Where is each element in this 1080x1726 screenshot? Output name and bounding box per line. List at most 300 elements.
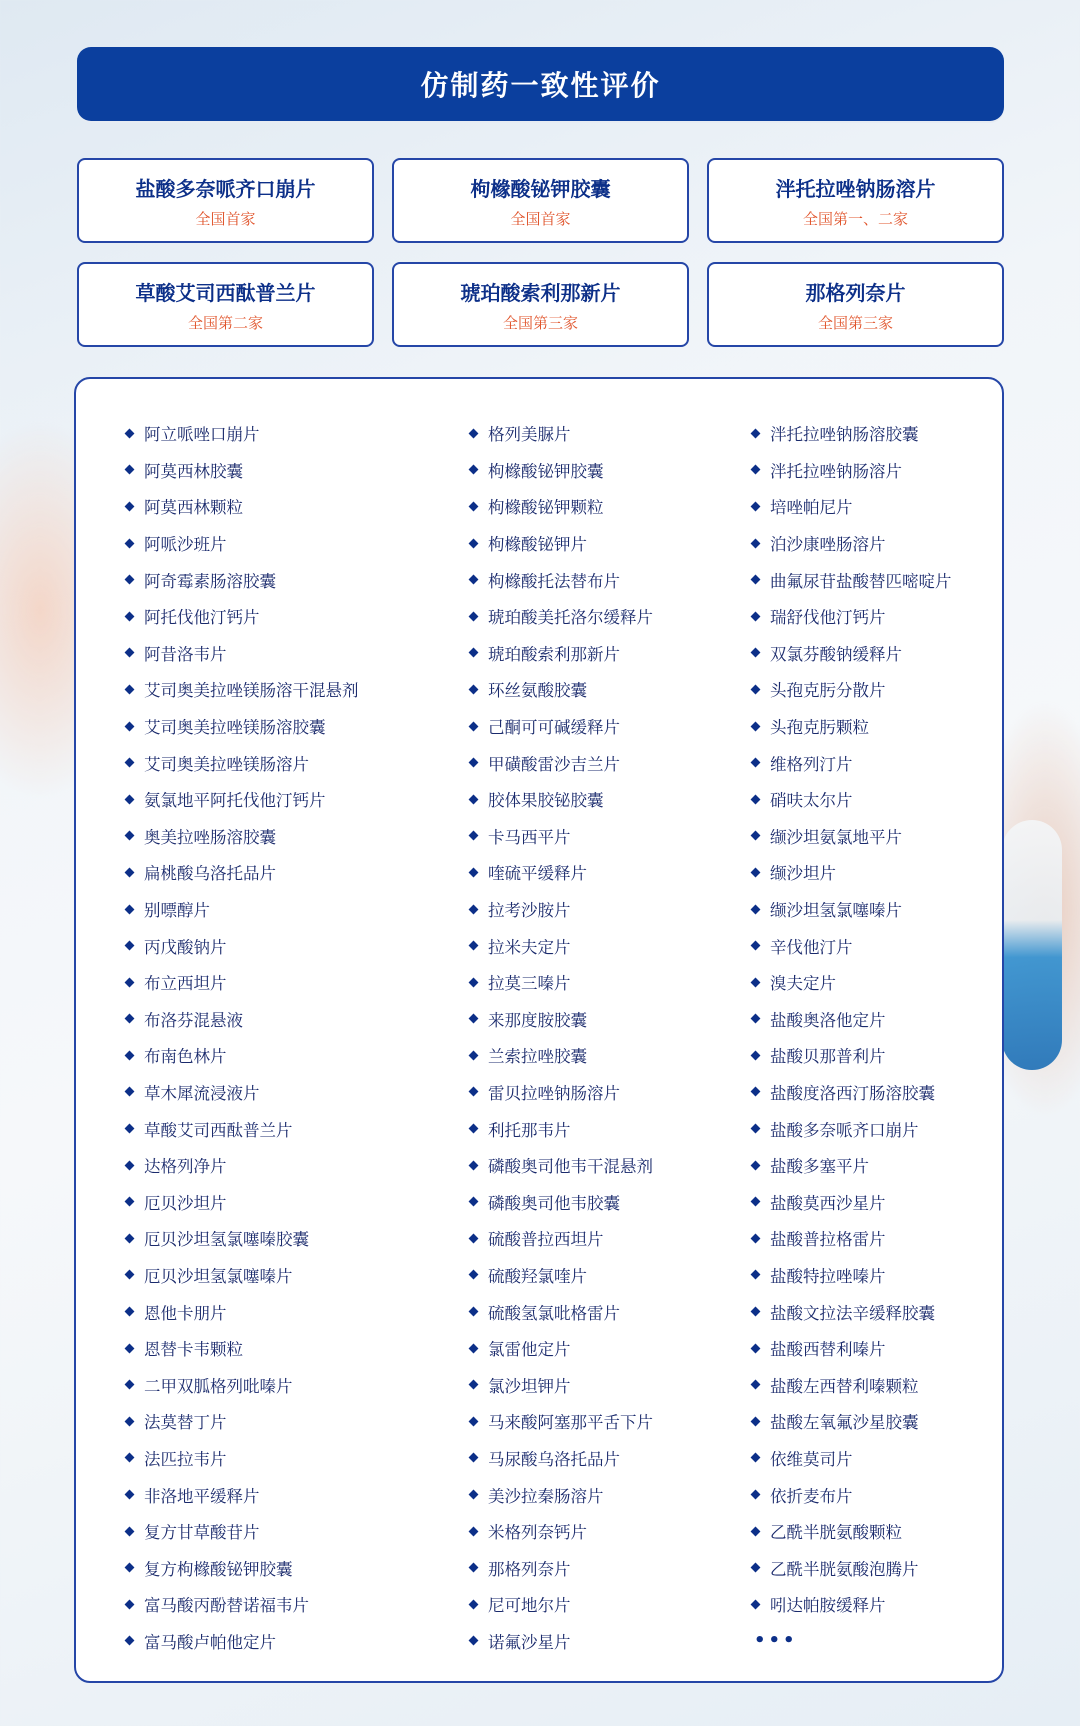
list-item [470, 744, 653, 781]
diamond-bullet-icon [469, 1453, 479, 1463]
drug-name: 盐酸莫西沙星片 [770, 1193, 886, 1213]
list-item [752, 1147, 952, 1184]
list-item [752, 1037, 952, 1074]
diamond-bullet-icon [469, 1636, 479, 1646]
diamond-bullet-icon [125, 1380, 135, 1390]
diamond-bullet-icon [751, 1014, 761, 1024]
drug-name: 阿奇霉素肠溶胶囊 [144, 571, 276, 591]
drug-name: 兰索拉唑胶囊 [488, 1047, 587, 1067]
list-item [470, 891, 653, 928]
drug-name: 硫酸普拉西坦片 [488, 1230, 604, 1250]
list-item [752, 1183, 952, 1220]
drug-name: 草酸艾司西酞普兰片 [144, 1120, 293, 1140]
drug-name: 辛伐他汀片 [770, 937, 853, 957]
diamond-bullet-icon [125, 575, 135, 585]
drug-name: 泮托拉唑钠肠溶胶囊 [770, 425, 919, 445]
diamond-bullet-icon [469, 1307, 479, 1317]
list-item [126, 525, 359, 562]
list-item [126, 1586, 359, 1623]
drug-name: 阿莫西林颗粒 [144, 498, 243, 518]
diamond-bullet-icon [469, 1014, 479, 1024]
drug-name: 盐酸特拉唑嗪片 [770, 1266, 886, 1286]
list-item [752, 1549, 952, 1586]
list-item [470, 964, 653, 1001]
diamond-bullet-icon [469, 1197, 479, 1207]
drug-name: 枸橼酸铋钾胶囊 [488, 461, 604, 481]
list-item [470, 1220, 653, 1257]
diamond-bullet-icon [751, 428, 761, 438]
featured-card-rank: 全国首家 [195, 209, 256, 228]
list-item [752, 561, 952, 598]
drug-name: 阿昔洛韦片 [144, 644, 227, 664]
list-item [126, 1147, 359, 1184]
drug-name: 吲达帕胺缓释片 [770, 1596, 886, 1616]
drug-name: 米格列奈钙片 [488, 1523, 587, 1543]
drug-name: 阿哌沙班片 [144, 535, 227, 555]
page-title: 仿制药一致性评价 [420, 69, 661, 102]
diamond-bullet-icon [125, 611, 135, 621]
diamond-bullet-icon [469, 1160, 479, 1170]
list-item [752, 598, 952, 635]
diamond-bullet-icon [469, 794, 479, 804]
list-item [470, 1183, 653, 1220]
list-item [470, 1586, 653, 1623]
drug-name: 阿托伐他汀钙片 [144, 608, 260, 628]
diamond-bullet-icon [751, 1050, 761, 1060]
list-item [470, 1440, 653, 1477]
drug-name: 美沙拉秦肠溶片 [488, 1486, 604, 1506]
featured-card [707, 262, 1004, 347]
drug-name: 琥珀酸美托洛尔缓释片 [488, 608, 653, 628]
diamond-bullet-icon [469, 502, 479, 512]
drug-name: 格列美脲片 [488, 425, 571, 445]
drug-name: 瑞舒伐他汀钙片 [770, 608, 886, 628]
diamond-bullet-icon [469, 428, 479, 438]
drug-name: 磷酸奥司他韦胶囊 [488, 1193, 620, 1213]
drug-name: 恩他卡朋片 [144, 1303, 227, 1323]
list-item [126, 635, 359, 672]
drug-name: 乙酰半胱氨酸泡腾片 [770, 1559, 919, 1579]
drug-name: 法莫替丁片 [144, 1413, 227, 1433]
drug-name: 氯雷他定片 [488, 1340, 571, 1360]
diamond-bullet-icon [469, 941, 479, 951]
list-item [752, 635, 952, 672]
drug-name: 达格列净片 [144, 1157, 227, 1177]
list-item [126, 891, 359, 928]
drug-name: 氯沙坦钾片 [488, 1376, 571, 1396]
list-item [470, 671, 653, 708]
list-item [126, 1476, 359, 1513]
diamond-bullet-icon [469, 867, 479, 877]
drug-name: 琥珀酸索利那新片 [488, 644, 620, 664]
list-item [752, 1220, 952, 1257]
list-item [126, 1183, 359, 1220]
drug-name: 盐酸普拉格雷片 [770, 1230, 886, 1250]
diamond-bullet-icon [469, 465, 479, 475]
title-banner [77, 47, 1004, 121]
list-item [752, 964, 952, 1001]
diamond-bullet-icon [469, 1599, 479, 1609]
diamond-bullet-icon [751, 1160, 761, 1170]
list-item [752, 1110, 952, 1147]
list-item-more [752, 1623, 952, 1660]
list-item [470, 415, 653, 452]
diamond-bullet-icon [125, 1050, 135, 1060]
diamond-bullet-icon [751, 1380, 761, 1390]
diamond-bullet-icon [751, 611, 761, 621]
diamond-bullet-icon [125, 1636, 135, 1646]
diamond-bullet-icon [125, 1526, 135, 1536]
list-item [752, 1074, 952, 1111]
drug-name: 艾司奥美拉唑镁肠溶胶囊 [144, 718, 326, 738]
drug-name: 培唑帕尼片 [770, 498, 853, 518]
drug-name: 泮托拉唑钠肠溶片 [770, 461, 902, 481]
featured-card-rank: 全国首家 [510, 209, 571, 228]
list-item [470, 1037, 653, 1074]
list-item [752, 452, 952, 489]
drug-name: 盐酸多塞平片 [770, 1157, 869, 1177]
list-item [470, 1513, 653, 1550]
drug-name: 阿莫西林胶囊 [144, 461, 243, 481]
drug-name: 缬沙坦氨氯地平片 [770, 827, 902, 847]
list-item [470, 1549, 653, 1586]
drug-name: 双氯芬酸钠缓释片 [770, 644, 902, 664]
diamond-bullet-icon [125, 1490, 135, 1500]
diamond-bullet-icon [751, 977, 761, 987]
drug-name: 依折麦布片 [770, 1486, 853, 1506]
list-item [752, 781, 952, 818]
diamond-bullet-icon [751, 1343, 761, 1353]
diamond-bullet-icon [125, 1563, 135, 1573]
drug-name: 氨氯地平阿托伐他汀钙片 [144, 791, 326, 811]
diamond-bullet-icon [751, 538, 761, 548]
diamond-bullet-icon [125, 1307, 135, 1317]
diamond-bullet-icon [751, 1563, 761, 1573]
list-item [752, 854, 952, 891]
diamond-bullet-icon [469, 758, 479, 768]
drug-name: 环丝氨酸胶囊 [488, 681, 587, 701]
diamond-bullet-icon [751, 1197, 761, 1207]
drug-name: 盐酸文拉法辛缓释胶囊 [770, 1303, 935, 1323]
drug-name: 非洛地平缓释片 [144, 1486, 260, 1506]
list-item [470, 854, 653, 891]
drug-name: 艾司奥美拉唑镁肠溶片 [144, 754, 309, 774]
diamond-bullet-icon [125, 1014, 135, 1024]
drug-name: 磷酸奥司他韦干混悬剂 [488, 1157, 653, 1177]
diamond-bullet-icon [125, 794, 135, 804]
diamond-bullet-icon [751, 794, 761, 804]
diamond-bullet-icon [469, 831, 479, 841]
diamond-bullet-icon [469, 1563, 479, 1573]
diamond-bullet-icon [125, 502, 135, 512]
drug-name: 扁桃酸乌洛托品片 [144, 864, 276, 884]
diamond-bullet-icon [751, 1307, 761, 1317]
list-item [752, 1440, 952, 1477]
drug-name: 头孢克肟分散片 [770, 681, 886, 701]
drug-name: 厄贝沙坦片 [144, 1193, 227, 1213]
diamond-bullet-icon [469, 977, 479, 987]
list-item [126, 1110, 359, 1147]
list-item [126, 1440, 359, 1477]
list-item [126, 415, 359, 452]
featured-card-rank: 全国第三家 [502, 313, 578, 332]
list-item [126, 1623, 359, 1660]
list-item [470, 1257, 653, 1294]
featured-card [77, 158, 374, 243]
list-item [752, 744, 952, 781]
diamond-bullet-icon [469, 575, 479, 585]
featured-card-name: 泮托拉唑钠肠溶片 [775, 176, 936, 201]
drug-name: 草木犀流浸液片 [144, 1083, 260, 1103]
diamond-bullet-icon [125, 685, 135, 695]
drug-name: 喹硫平缓释片 [488, 864, 587, 884]
list-item [126, 1074, 359, 1111]
diamond-bullet-icon [751, 941, 761, 951]
drug-name: 头孢克肟颗粒 [770, 718, 869, 738]
drug-name: 法匹拉韦片 [144, 1449, 227, 1469]
list-item [752, 1001, 952, 1038]
list-item [470, 1330, 653, 1367]
featured-card-name: 草酸艾司西酞普兰片 [135, 280, 316, 305]
drug-name: 诺氟沙星片 [488, 1632, 571, 1652]
drug-name: 那格列奈片 [488, 1559, 571, 1579]
featured-card-rank: 全国第一、二家 [802, 209, 908, 228]
featured-card [707, 158, 1004, 243]
list-item [470, 598, 653, 635]
diamond-bullet-icon [469, 721, 479, 731]
drug-name: 恩替卡韦颗粒 [144, 1340, 243, 1360]
list-item [752, 525, 952, 562]
diamond-bullet-icon [751, 831, 761, 841]
drug-name: 拉莫三嗪片 [488, 974, 571, 994]
drug-name: 曲氟尿苷盐酸替匹嘧啶片 [770, 571, 952, 591]
drug-name: 溴夫定片 [770, 974, 836, 994]
diamond-bullet-icon [125, 977, 135, 987]
list-item [752, 927, 952, 964]
list-item [126, 671, 359, 708]
drug-name: 厄贝沙坦氢氯噻嗪片 [144, 1266, 293, 1286]
diamond-bullet-icon [469, 1380, 479, 1390]
drug-name: 复方枸橼酸铋钾胶囊 [144, 1559, 293, 1579]
drug-name: 二甲双胍格列吡嗪片 [144, 1376, 293, 1396]
list-item [470, 708, 653, 745]
drug-name: 己酮可可碱缓释片 [488, 718, 620, 738]
list-item [470, 1476, 653, 1513]
list-item [126, 818, 359, 855]
list-item [470, 1110, 653, 1147]
diamond-bullet-icon [125, 1160, 135, 1170]
drug-list-column-3 [752, 415, 952, 1659]
list-item [470, 1403, 653, 1440]
diamond-bullet-icon [125, 1453, 135, 1463]
diamond-bullet-icon [125, 1343, 135, 1353]
diamond-bullet-icon [751, 648, 761, 658]
list-item [126, 1293, 359, 1330]
diamond-bullet-icon [125, 831, 135, 841]
list-item [126, 1513, 359, 1550]
drug-name: 盐酸西替利嗪片 [770, 1340, 886, 1360]
list-item [470, 635, 653, 672]
diamond-bullet-icon [751, 1599, 761, 1609]
drug-name: 马尿酸乌洛托品片 [488, 1449, 620, 1469]
list-item [752, 671, 952, 708]
list-item [470, 1366, 653, 1403]
diamond-bullet-icon [125, 904, 135, 914]
list-item [752, 708, 952, 745]
drug-name: 富马酸丙酚替诺福韦片 [144, 1596, 309, 1616]
drug-name: 甲磺酸雷沙吉兰片 [488, 754, 620, 774]
diamond-bullet-icon [125, 1599, 135, 1609]
list-item [470, 1001, 653, 1038]
drug-name: 拉米夫定片 [488, 937, 571, 957]
diamond-bullet-icon [751, 575, 761, 585]
drug-name: 利托那韦片 [488, 1120, 571, 1140]
list-item [126, 964, 359, 1001]
drug-name: 布洛芬混悬液 [144, 1010, 243, 1030]
diamond-bullet-icon [469, 538, 479, 548]
diamond-bullet-icon [751, 758, 761, 768]
diamond-bullet-icon [751, 904, 761, 914]
list-item [126, 1330, 359, 1367]
drug-name: 富马酸卢帕他定片 [144, 1632, 276, 1652]
list-item [126, 708, 359, 745]
drug-name: 布立西坦片 [144, 974, 227, 994]
list-item [126, 854, 359, 891]
drug-name: 维格列汀片 [770, 754, 853, 774]
drug-name: 枸橼酸铋钾片 [488, 535, 587, 555]
diamond-bullet-icon [125, 428, 135, 438]
list-item [752, 1330, 952, 1367]
drug-name: 依维莫司片 [770, 1449, 853, 1469]
diamond-bullet-icon [469, 648, 479, 658]
drug-name: 乙酰半胱氨酸颗粒 [770, 1523, 902, 1543]
list-item [126, 927, 359, 964]
diamond-bullet-icon [751, 1416, 761, 1426]
drug-list-panel [74, 377, 1004, 1683]
featured-card-rank: 全国第三家 [817, 313, 893, 332]
diamond-bullet-icon [751, 1124, 761, 1134]
diamond-bullet-icon [469, 1124, 479, 1134]
featured-card [392, 262, 689, 347]
drug-name: 阿立哌唑口崩片 [144, 425, 260, 445]
list-item [752, 1476, 952, 1513]
diamond-bullet-icon [469, 685, 479, 695]
list-item [470, 1623, 653, 1660]
list-item [126, 1549, 359, 1586]
drug-name: 复方甘草酸苷片 [144, 1523, 260, 1543]
list-item [470, 1293, 653, 1330]
list-item [126, 561, 359, 598]
drug-name: 丙戊酸钠片 [144, 937, 227, 957]
featured-card-rank: 全国第二家 [187, 313, 263, 332]
list-item [752, 818, 952, 855]
diamond-bullet-icon [751, 1087, 761, 1097]
list-item [126, 744, 359, 781]
drug-name: 缬沙坦片 [770, 864, 836, 884]
list-item [126, 1001, 359, 1038]
list-item [126, 452, 359, 489]
diamond-bullet-icon [751, 721, 761, 731]
list-item [470, 525, 653, 562]
drug-name: 拉考沙胺片 [488, 901, 571, 921]
featured-card [392, 158, 689, 243]
drug-name: 卡马西平片 [488, 827, 571, 847]
list-item [126, 1220, 359, 1257]
diamond-bullet-icon [125, 648, 135, 658]
diamond-bullet-icon [469, 1526, 479, 1536]
drug-name: 硝呋太尔片 [770, 791, 853, 811]
list-item [126, 488, 359, 525]
diamond-bullet-icon [125, 1416, 135, 1426]
diamond-bullet-icon [469, 1270, 479, 1280]
diamond-bullet-icon [125, 721, 135, 731]
list-item [126, 1257, 359, 1294]
list-item [752, 1366, 952, 1403]
list-item [752, 1403, 952, 1440]
diamond-bullet-icon [125, 867, 135, 877]
drug-name: 别嘌醇片 [144, 901, 210, 921]
drug-name: 硫酸羟氯喹片 [488, 1266, 587, 1286]
list-item [470, 452, 653, 489]
list-item [470, 488, 653, 525]
diamond-bullet-icon [125, 538, 135, 548]
list-item [470, 927, 653, 964]
drug-name: 胶体果胶铋胶囊 [488, 791, 604, 811]
drug-name: 盐酸贝那普利片 [770, 1047, 886, 1067]
diamond-bullet-icon [469, 1343, 479, 1353]
list-item [752, 415, 952, 452]
featured-card-name: 枸橼酸铋钾胶囊 [470, 176, 611, 201]
diamond-bullet-icon [751, 685, 761, 695]
drug-name: 缬沙坦氢氯噻嗪片 [770, 901, 902, 921]
featured-card-name: 盐酸多奈哌齐口崩片 [135, 176, 316, 201]
list-item [470, 1074, 653, 1111]
list-item [126, 781, 359, 818]
diamond-bullet-icon [125, 941, 135, 951]
drug-name: 盐酸左西替利嗪颗粒 [770, 1376, 919, 1396]
diamond-bullet-icon [469, 1416, 479, 1426]
drug-name: 盐酸度洛西汀肠溶胶囊 [770, 1083, 935, 1103]
diamond-bullet-icon [125, 758, 135, 768]
list-item [752, 1513, 952, 1550]
list-item [470, 1147, 653, 1184]
diamond-bullet-icon [469, 904, 479, 914]
list-item [126, 1037, 359, 1074]
drug-name: 硫酸氢氯吡格雷片 [488, 1303, 620, 1323]
diamond-bullet-icon [469, 1050, 479, 1060]
drug-name: 枸橼酸铋钾颗粒 [488, 498, 604, 518]
diamond-bullet-icon [469, 1233, 479, 1243]
diamond-bullet-icon [751, 867, 761, 877]
diamond-bullet-icon [751, 465, 761, 475]
diamond-bullet-icon [751, 502, 761, 512]
diamond-bullet-icon [751, 1490, 761, 1500]
diamond-bullet-icon [469, 611, 479, 621]
list-item [752, 891, 952, 928]
list-item [752, 488, 952, 525]
drug-name: 雷贝拉唑钠肠溶片 [488, 1083, 620, 1103]
diamond-bullet-icon [751, 1526, 761, 1536]
drug-list-column-2 [470, 415, 653, 1659]
drug-name: 布南色林片 [144, 1047, 227, 1067]
capsule-image [1002, 820, 1062, 1070]
diamond-bullet-icon [469, 1087, 479, 1097]
list-item [470, 818, 653, 855]
featured-cards [77, 158, 1004, 347]
list-item [126, 1403, 359, 1440]
drug-name: 来那度胺胶囊 [488, 1010, 587, 1030]
diamond-bullet-icon [751, 1270, 761, 1280]
